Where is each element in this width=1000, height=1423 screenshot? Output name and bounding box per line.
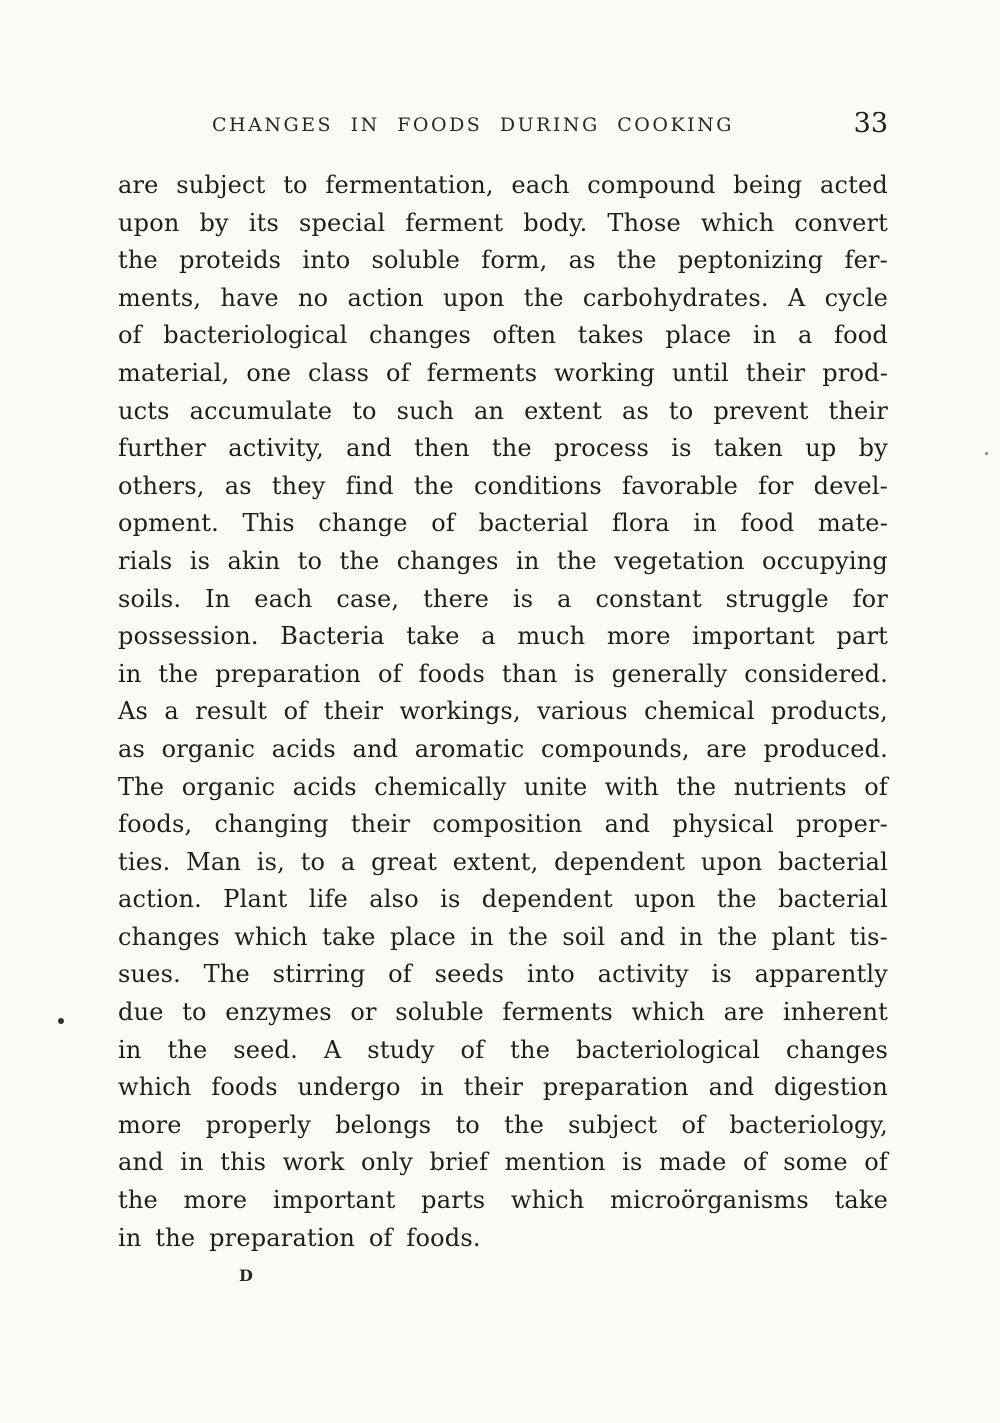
text-line: upon by its special ferment body. Those which convert [118,208,888,237]
text-line: the more important parts which microörganisms take [118,1186,888,1215]
text-line: in the seed. A study of the bacteriological changes [118,1035,888,1064]
text-line: of bacteriological changes often takes place in a food [118,321,888,350]
text-line: more properly belongs to the subject of bacteriology, [118,1110,888,1139]
text-line: others, as they find the conditions favorable for devel- [118,471,888,500]
text-line: ments, have no action upon the carbohydrates. A cycle [118,283,888,312]
text-line: and in this work only brief mention is made of some of [118,1148,888,1177]
text-line: opment. This change of bacterial flora in food mate- [118,509,888,538]
text-line: soils. In each case, there is a constant struggle for [118,584,888,613]
scan-speck-artifact [985,452,988,455]
text-line: As a result of their workings, various chemical products, [118,697,888,726]
page-number: 33 [853,108,888,139]
text-line: further activity, and then the process is taken up by [118,434,888,463]
text-line: due to enzymes or soluble ferments which are inherent [118,998,888,1027]
text-line: ucts accumulate to such an extent as to prevent their [118,396,888,425]
text-line: sues. The stirring of seeds into activity is apparently [118,960,888,989]
text-line: material, one class of ferments working until their prod- [118,358,888,387]
text-line: changes which take place in the soil and in the plant tis- [118,922,888,951]
text-line: The organic acids chemically unite with the nutrients of [118,772,888,801]
text-line: rials is akin to the changes in the vegetation occupying [118,546,888,575]
running-header-title: CHANGES IN FOODS DURING COOKING [212,114,734,136]
text-line: in the preparation of foods. [118,1223,481,1252]
page-body [118,167,888,1257]
signature-mark: D [239,1266,254,1285]
text-line: foods, changing their composition and physical proper- [118,810,888,839]
margin-dot-artifact [58,1018,64,1024]
text-line: possession. Bacteria take a much more important part [118,622,888,651]
text-line: ties. Man is, to a great extent, dependent upon bacterial [118,847,888,876]
text-line: which foods undergo in their preparation and digestion [118,1073,888,1102]
text-line: are subject to fermentation, each compound being acted [118,171,888,199]
text-line: action. Plant life also is dependent upon the bacterial [118,885,888,914]
text-line: as organic acids and aromatic compounds, are produced. [118,734,888,763]
text-line: in the preparation of foods than is generally considered. [118,659,888,688]
text-line: the proteids into soluble form, as the peptonizing fer- [118,246,888,275]
page-header [118,108,888,142]
